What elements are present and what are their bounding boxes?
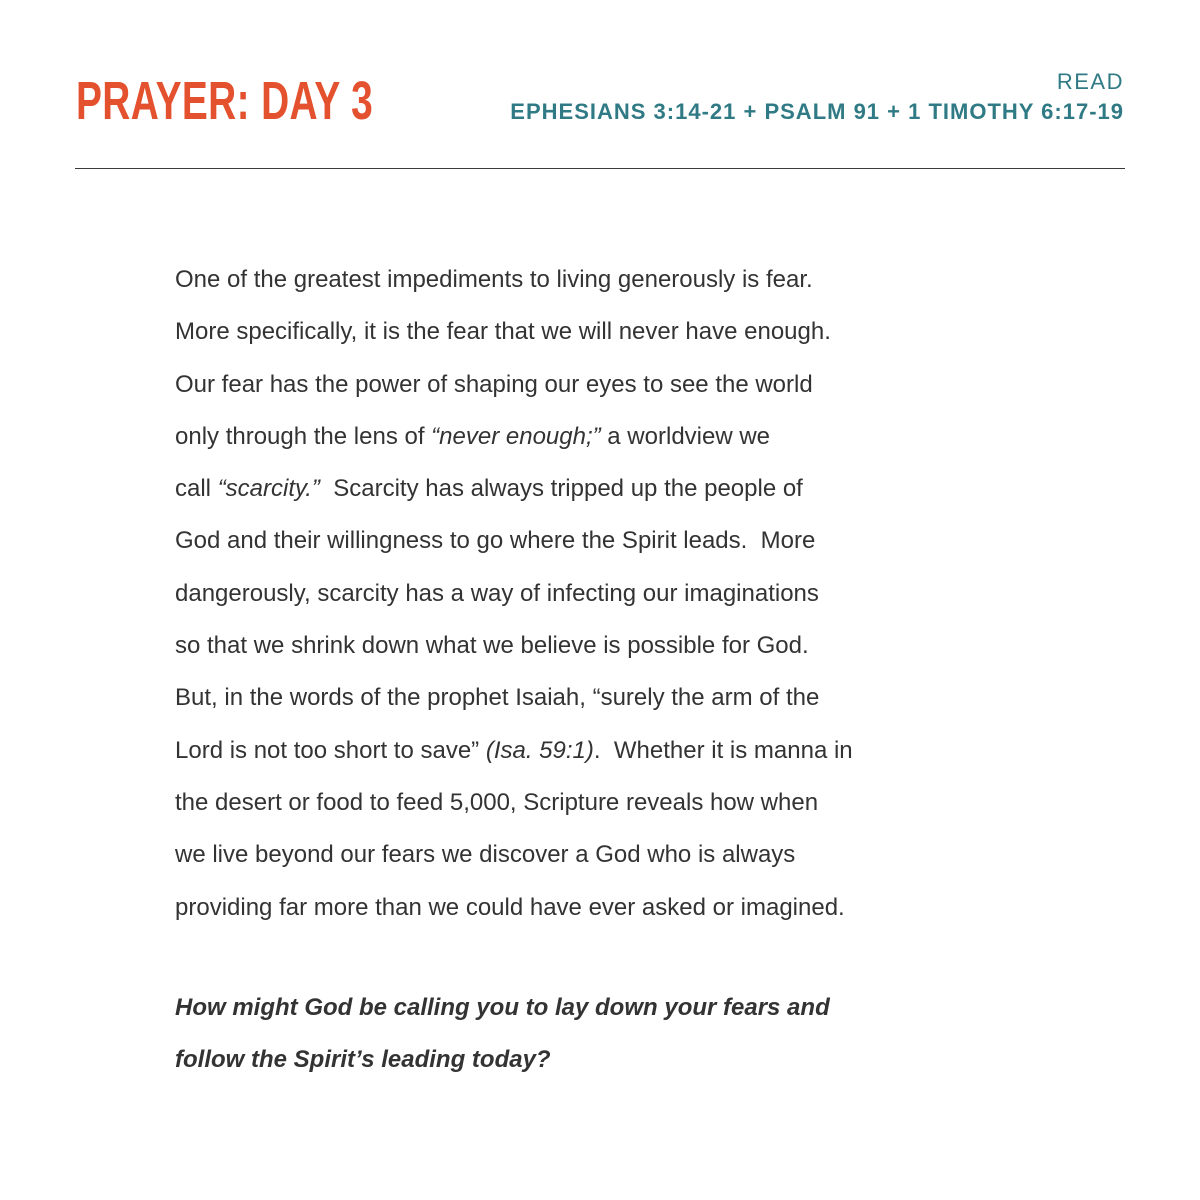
- italic-quote: “scarcity.”: [217, 475, 320, 503]
- question-line: follow the Spirit’s leading today?: [175, 1046, 551, 1074]
- body-line: [175, 725, 1055, 777]
- body-line: But, in the words of the prophet Isaiah, “surely the arm of the: [175, 684, 820, 712]
- body-line: More specifically, it is the fear that we will never have enough.: [175, 318, 831, 346]
- question-line: How might God be calling you to lay down your fears and: [175, 994, 830, 1021]
- body-line: dangerously, scarcity has a way of infecting our imaginations: [175, 579, 819, 607]
- reading-block: [510, 68, 1124, 128]
- body-text-segment: Scarcity has always tripped up the people of: [319, 475, 803, 503]
- body-line: the desert or food to feed 5,000, Scripture reveals how when: [175, 788, 819, 816]
- body-line: providing far more than we could have ever asked or imagined.: [175, 893, 845, 921]
- reflection-question: [175, 982, 1055, 1087]
- scripture-citation: (Isa. 59:1): [485, 736, 594, 764]
- body-line: [175, 411, 1055, 463]
- body-text-segment: Lord is not too short to save”: [175, 736, 486, 764]
- body-line: God and their willingness to go where the Spirit leads. More: [175, 527, 816, 555]
- body-line: so that we shrink down what we believe is possible for God.: [175, 632, 809, 660]
- body-text-segment: a worldview we: [600, 422, 771, 450]
- page-title: PRAYER: DAY 3: [76, 71, 374, 131]
- body-paragraph: [175, 254, 1055, 934]
- body-line: Our fear has the power of shaping our eyes to see the world: [175, 370, 813, 398]
- body-text-segment: . Whether it is manna in: [593, 736, 853, 764]
- read-label: READ: [1056, 69, 1124, 94]
- body-line: we live beyond our fears we discover a God who is always: [175, 841, 796, 869]
- scripture-references: EPHESIANS 3:14-21 + PSALM 91 + 1 TIMOTHY 6:17-19: [510, 99, 1124, 124]
- body-text-segment: call: [175, 475, 218, 503]
- italic-quote: “never enough;”: [431, 422, 601, 450]
- body-text-segment: only through the lens of: [175, 422, 432, 450]
- header-divider: [75, 168, 1125, 169]
- body-line: [175, 463, 1055, 515]
- body-line: One of the greatest impediments to living generously is fear.: [175, 266, 813, 293]
